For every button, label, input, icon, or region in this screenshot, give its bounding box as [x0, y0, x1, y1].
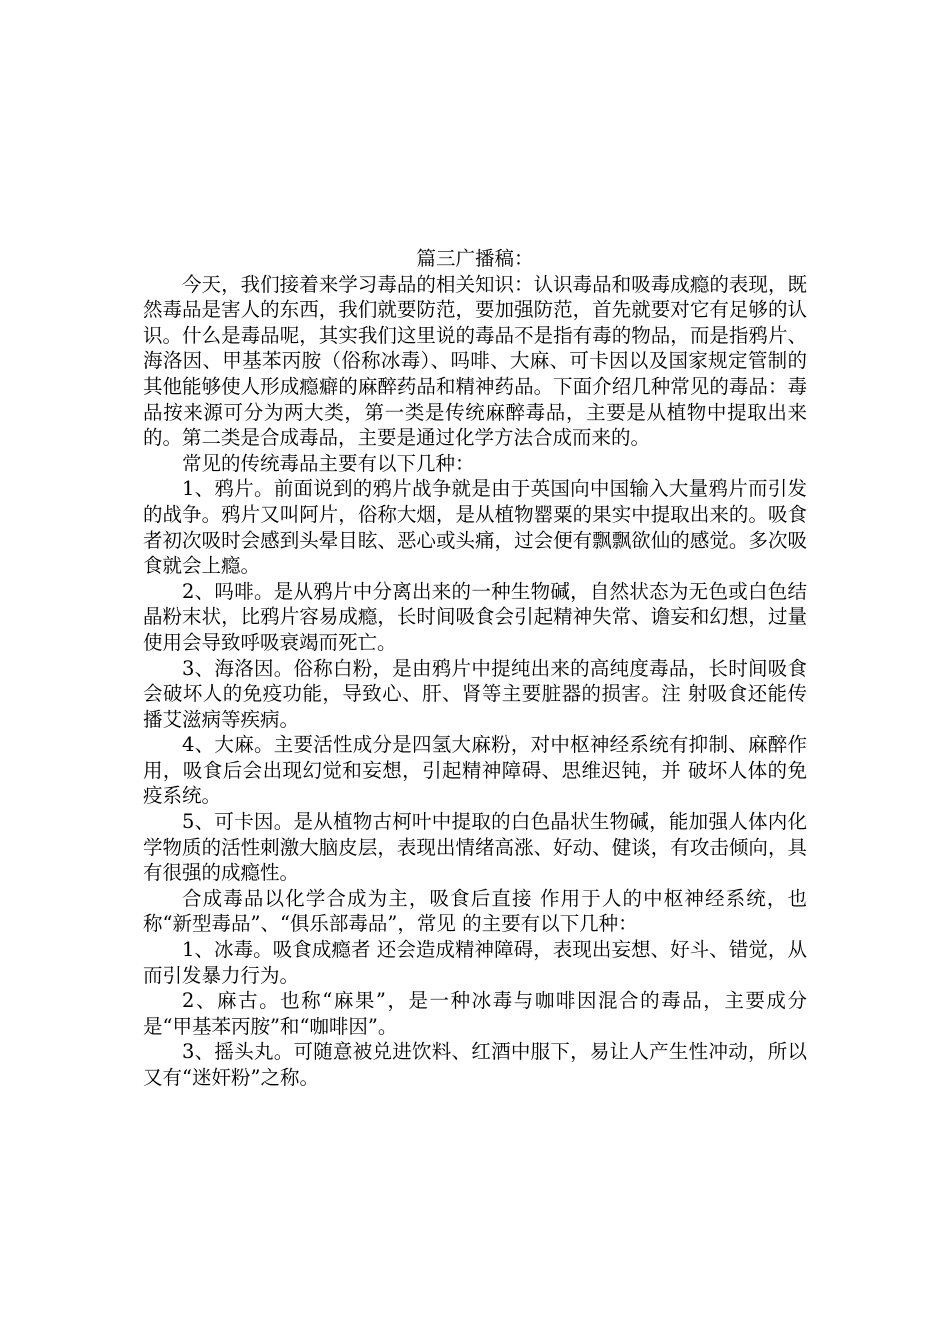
paragraph-cocaine: 5、可卡因。是从植物古柯叶中提取的白色晶状生物碱，能加强人体内化学物质的活性刺激大脑皮层，表现出情绪高涨、好动、健谈，有攻击倾向，具有很强的成瘾性。 [143, 810, 807, 885]
paragraph-cannabis: 4、大麻。主要活性成分是四氢大麻粉，对中枢神经系统有抑制、麻醉作用，吸食后会出现幻觉和妄想，引起精神障碍、思维迟钝，并 破坏人体的免疫系统。 [143, 733, 807, 808]
paragraph-opium: 1、鸦片。前面说到的鸦片战争就是由于英国向中国输入大量鸦片而引发的战争。鸦片又叫阿片，俗称大烟，是从植物罂粟的果实中提取出来的。吸食者初次吸时会感到头晕目眩、恶心或头痛，过会便有飘飘欲仙的感觉。多次吸食就会上瘾。 [143, 477, 807, 578]
paragraph-magu: 2、麻古。也称“麻果”，是一种冰毒与咖啡因混合的毒品，主要成分是“甲基苯丙胺”和“咖啡因”。 [143, 989, 807, 1038]
paragraph-synthetic-heading: 合成毒品以化学合成为主，吸食后直接 作用于人的中枢神经系统，也称“新型毒品”、“俱乐部毒品”，常见 的主要有以下几种： [143, 886, 807, 936]
paragraph-morphine: 2、吗啡。是从鸦片中分离出来的一种生物碱，自然状态为无色或白色结晶粉末状，比鸦片容易成瘾，长时间吸食会引起精神失常、谵妄和幻想，过量使用会导致呼吸衰竭而死亡。 [143, 579, 807, 654]
document-body [143, 246, 807, 1091]
paragraph-intro: 今天，我们接着来学习毒品的相关知识：认识毒品和吸毒成瘾的表现，既然毒品是害人的东西，我们就要防范，要加强防范，首先就要对它有足够的认识。什么是毒品呢，其实我们这里说的毒品不是指有毒的物品，而是指鸦片、海洛因、甲基苯丙胺（俗称冰毒）、吗啡、大麻、可卡因以及国家规定管制的其他能够使人形成瘾癖的麻醉药品和精神药品。下面介绍几种常见的毒品：毒品按来源可分为两大类，第一类是传统麻醉毒品，主要是从植物中提取出来的。第二类是合成毒品，主要是通过化学方法合成而来的。 [143, 272, 807, 450]
document-title: 篇三广播稿： [416, 247, 534, 270]
paragraph-ice: 1、冰毒。吸食成瘾者 还会造成精神障碍，表现出妄想、好斗、错觉，从而引发暴力行为。 [143, 938, 807, 987]
paragraph-heroin: 3、海洛因。俗称白粉，是由鸦片中提纯出来的高纯度毒品，长时间吸食会破坏人的免疫功能，导致心、肝、肾等主要脏器的损害。注 射吸食还能传播艾滋病等疾病。 [143, 656, 807, 731]
paragraph-ecstasy: 3、摇头丸。可随意被兑进饮料、红酒中服下，易让人产生性冲动，所以又有“迷奸粉”之称。 [143, 1040, 807, 1089]
paragraph-traditional-heading: 常见的传统毒品主要有以下几种： [182, 451, 475, 475]
